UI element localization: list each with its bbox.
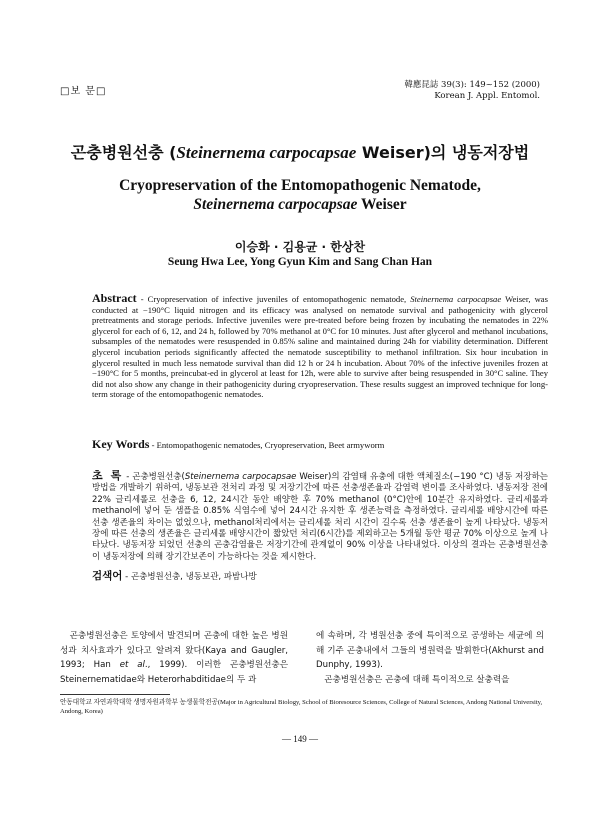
abstract-species: Steinernema carpocapsae: [410, 294, 502, 304]
korean-abstract: [92, 470, 548, 563]
abstract-text-part2: Weiser, was conducted at −190°C liquid nitrogen and its efficacy was analysed on nematode survival and pathogenicity with glycerol pretreatments and storage periods. Infective juveniles were pre-treated before being frozen by incubating the nematodes in 22% glycerol for each of 6, 12, and 24 h, followed by 70% methanol at 0°C for 10 minutes. Just after glycerol and methanol incubations, subsamples of the nematodes were resuspended in 0.85% saline and maintained during 24h for viability determination. Different glycerol incubation periods significantly affected the nematode susceptibility to methanol infiltration. Six hour incubation in glycerol resulted in much less nematode survival than did 12 h or 24 h incubation. About 70% of the infective juveniles frozen at −190°C for 5 months, preincubat-ed in glycerol at least for 12h, were able to survive after being resuspended in 30°C saline. They did not also show any change in their pathogenicity during cryopreservation. These results suggest an improved technique for long-term storage of the entomopathogenic nematodes.: [92, 294, 548, 400]
journal-citation: 韓應昆誌 39(3): 149~152 (2000): [404, 80, 540, 90]
korean-title-species: Steinernema carpocapsae: [176, 143, 357, 162]
body-left-column: [60, 629, 288, 687]
footnote-divider: [60, 694, 170, 695]
abstract-label: Abstract: [92, 291, 137, 305]
page-number: — 149 —: [282, 734, 318, 744]
korean-title-prefix: 곤충병원선충 (: [70, 143, 177, 162]
body-right-para2-text: 곤충병원선충은 곤충에 대해 특이적으로 살충력을: [324, 674, 510, 685]
korean-abstract-label: 초 록: [92, 469, 124, 482]
journal-header: [404, 80, 540, 102]
authors-english: Seung Hwa Lee, Yong Gyun Kim and Sang Chan Han: [167, 256, 433, 268]
keywords-text: - Entomopathogenic nematodes, Cryopreservation, Beet armyworm: [149, 440, 385, 450]
journal-name: Korean J. Appl. Entomol.: [434, 91, 540, 101]
body-left-etal: et al: [119, 660, 145, 671]
english-title-species: Steinernema carpocapsae: [193, 196, 358, 213]
body-right-column: [316, 629, 544, 687]
korean-title-suffix: Weiser)의 냉동저장법: [356, 143, 530, 162]
english-title-line2: [40, 195, 560, 214]
english-title-line1: Cryopreservation of the Entomopathogenic Nematode,: [119, 177, 481, 194]
body-left-text-part2: ., 1999). 이러한 곤충병원선충은 Steinernematidae와 Heterorhabditidae의 두 과: [60, 660, 289, 685]
english-title: [40, 176, 560, 214]
english-title-author: Weiser: [357, 196, 407, 213]
abstract: [92, 293, 548, 400]
body-left-text-part1: 곤충병원선충은 토양에서 발견되며 곤충에 대한 높은 병원성과 치사효과가 있다고 알려져 왔다(Kaya and Gaugler, 1993; Han: [60, 631, 288, 671]
korean-keywords-text: - 곤충병원선충, 냉동보관, 파밤나방: [122, 572, 257, 582]
korean-abstract-text-part2: Weiser)의 감염태 유충에 대한 액체질소(−190 °C) 냉동 저장하는 방법을 개발하기 위하여, 냉동보관 전처리 과정 및 저장기간에 따른 선충생존율과 감염력 변이를 조사하였다. 냉동저장 전에 22% 글리세롤로 선충을 6, 12, 24시간 동안 배양한 후 70% methanol (0°C)안에 10분간 유지하였다. 글리세롤과 methanol에 넣어 둔 샘플을 0.85% 식염수에 넣어 24시간 유지한 후 생존능력을 측정하였다. 글리세롤 배양시간에 따른 선충 생존율의 차이는 없었으나, methanol처리에서는 글리세롤 처리 시간이 길수록 선충 생존율이 높게 나타났다. 냉동저장에 따른 선충의 생존율은 글리세롤 배양시간이 짧았던 처리(6시간)를 제외하고는 5개월 동안 평균 70% 이상으로 높게 나타났다. 냉동저장 되었던 선충의 곤충감염율은 저장기간에 관계없이 90% 이상을 나타내었다. 이상의 결과는 곤충병원선충이 냉동저장에 의해 장기간보존이 가능하다는 것을 제시한다.: [92, 472, 548, 562]
footnote-affiliation: 안동대학교 자연과학대학 생명자원과학부 농생물학전공(Major in Agricultural Biology, School of Bioresource Sciences, College of Natural Sciences, Andong National University, Andong, Korea): [60, 699, 543, 715]
korean-keywords-label: 검색어: [92, 570, 123, 582]
keywords-label: Key Words: [92, 437, 150, 451]
korean-abstract-text-part1: - 곤충병원선충(: [123, 472, 185, 482]
body-right-text: 에 속하며, 각 병원선충 중에 특이적으로 공생하는 세균에 의해 기주 곤충내에서 그들의 병원력을 발휘한다(Akhurst and Dunphy, 1993).: [316, 631, 544, 671]
korean-abstract-species: Steinernema carpocapsae: [184, 472, 297, 482]
korean-title: [40, 140, 560, 163]
korean-keywords: [92, 568, 548, 583]
keywords: [92, 437, 548, 452]
abstract-text-part1: - Cryopreservation of infective juveniles of entomopathogenic nematode,: [136, 294, 411, 304]
section-label: □보 문□: [60, 86, 107, 97]
authors-korean: 이승화 · 김용균 · 한상찬: [234, 240, 366, 254]
body-right-para2: [316, 673, 544, 688]
